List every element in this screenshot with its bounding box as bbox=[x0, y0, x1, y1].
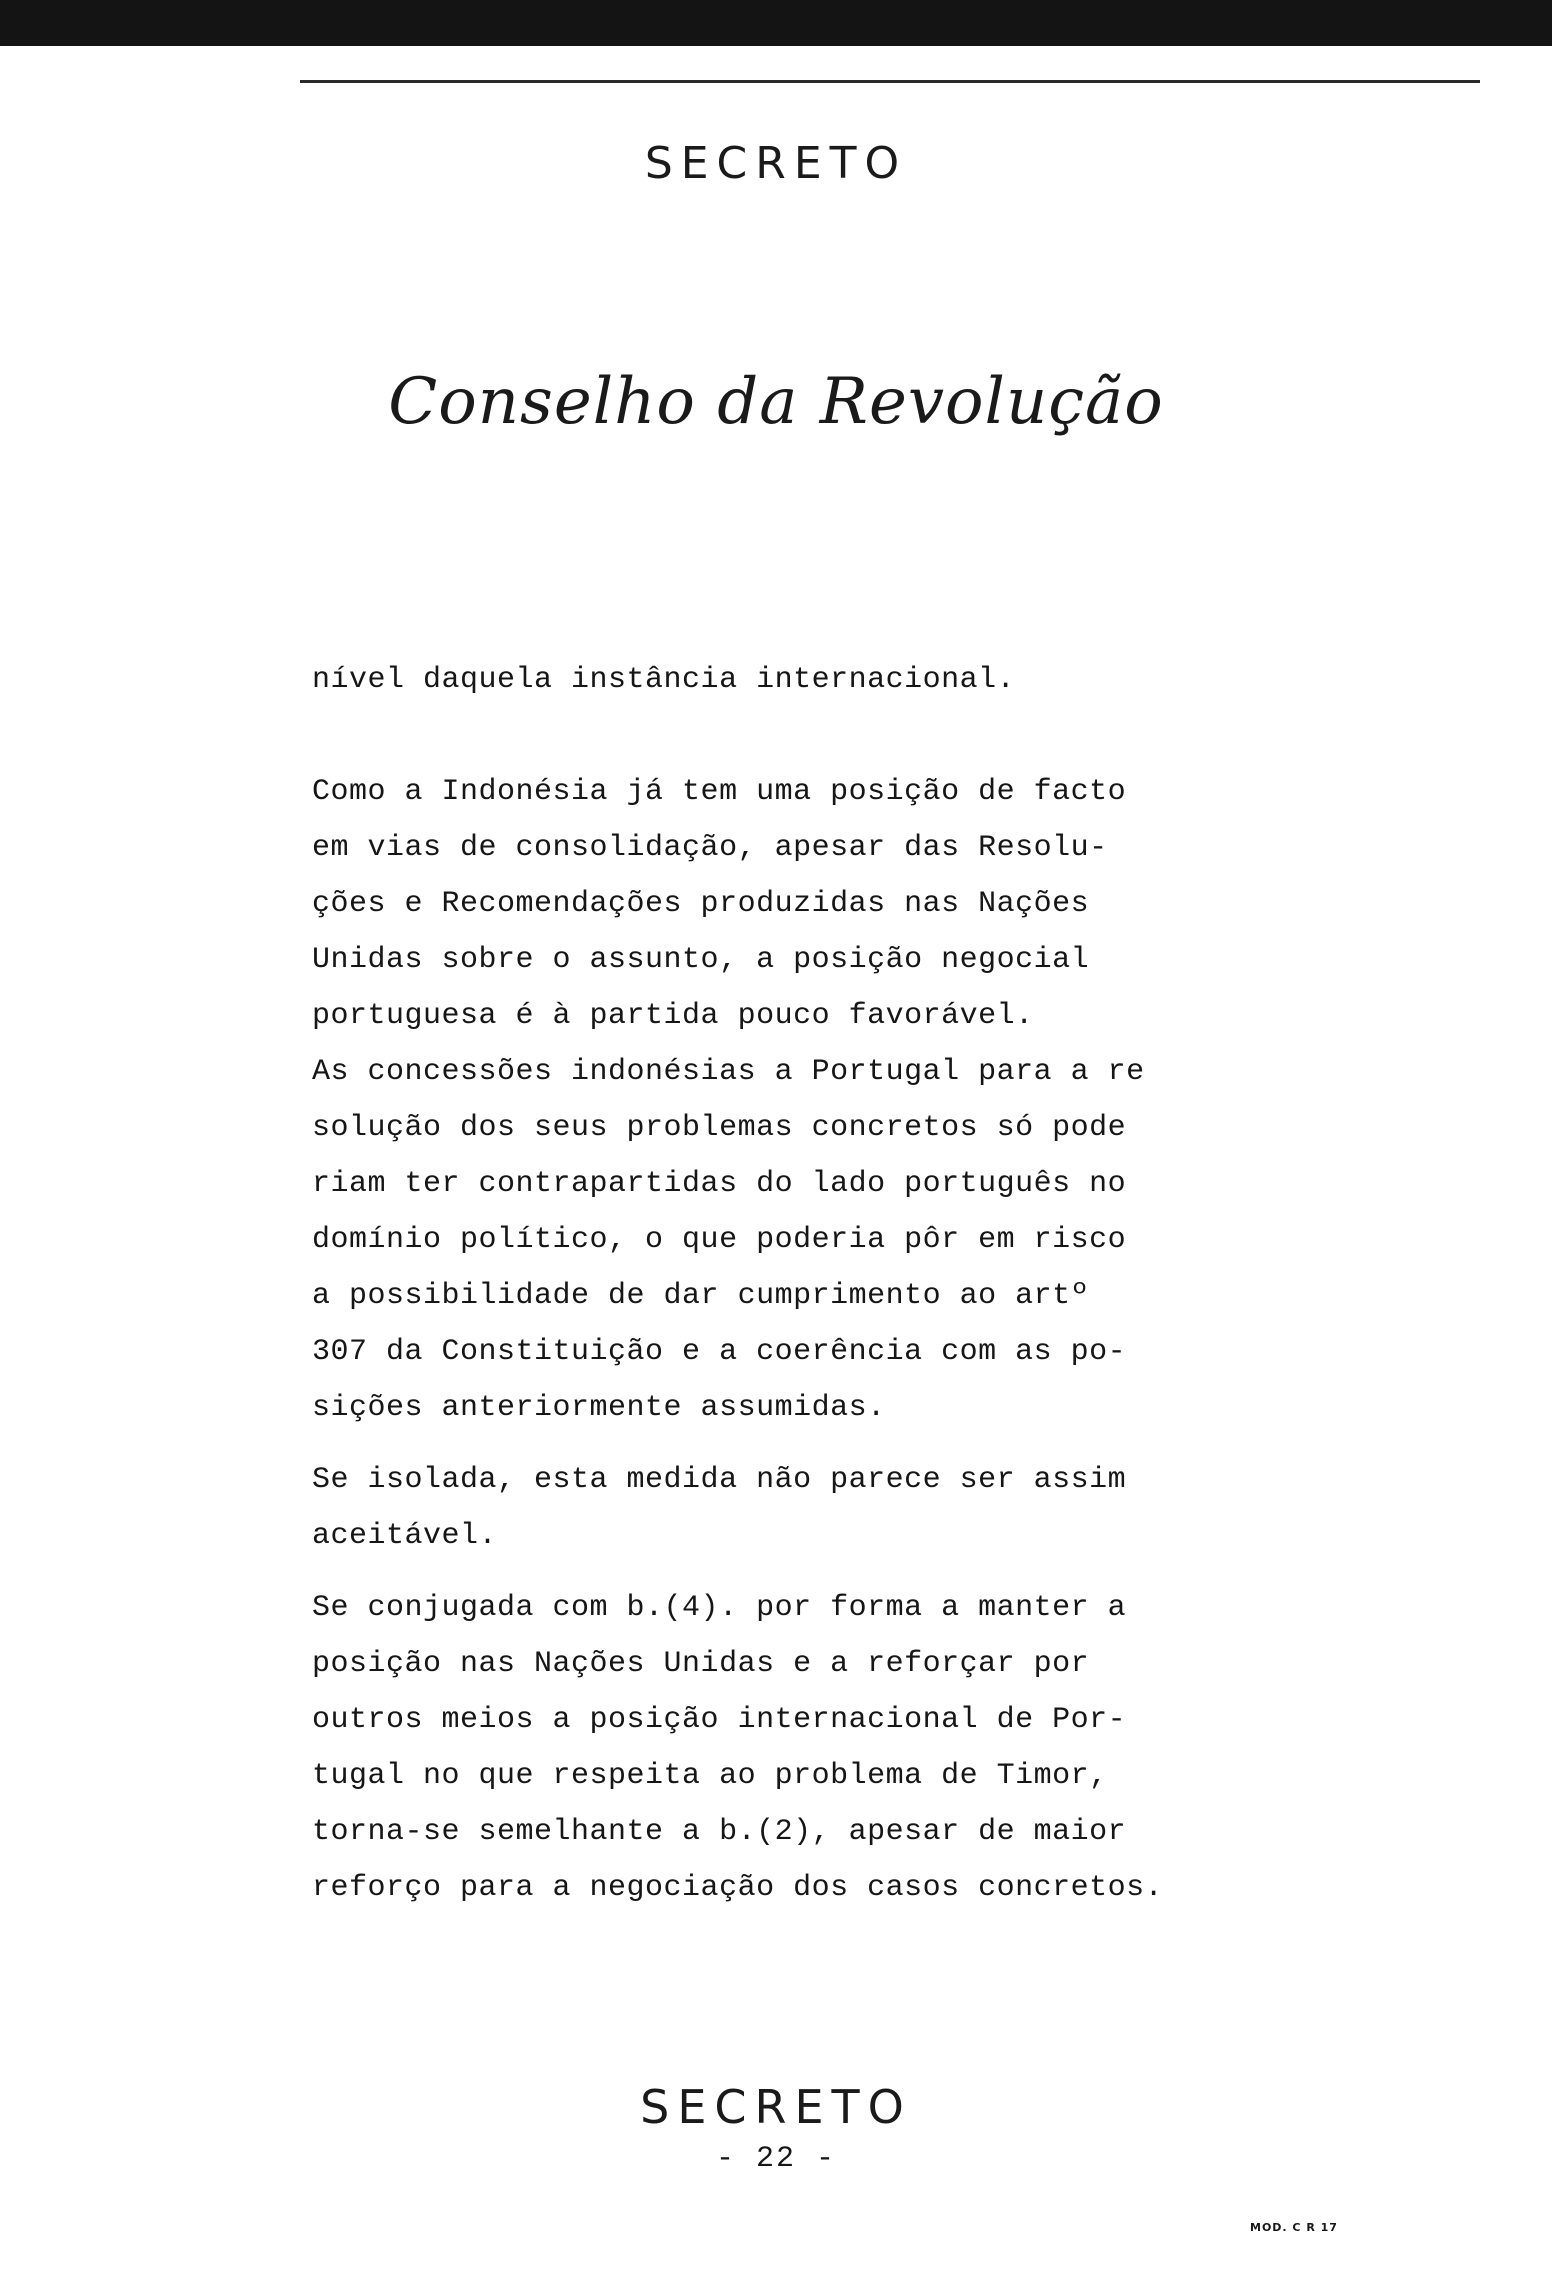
text-line: As concessões indonésias a Portugal para a re bbox=[312, 1055, 1145, 1089]
text-line: nível daquela instância internacional. bbox=[312, 663, 1016, 697]
text-line: Unidas sobre o assunto, a posição negocial bbox=[312, 943, 1090, 977]
classification-footer: SECRETO bbox=[640, 2080, 912, 2134]
document-body bbox=[312, 652, 1312, 1916]
text-line: a possibilidade de dar cumprimento ao artº bbox=[312, 1279, 1090, 1313]
text-line: em vias de consolidação, apesar das Resolu- bbox=[312, 831, 1108, 865]
text-line: ções e Recomendações produzidas nas Nações bbox=[312, 887, 1090, 921]
text-line: posição nas Nações Unidas e a reforçar por bbox=[312, 1647, 1090, 1681]
paragraph bbox=[312, 764, 1312, 1436]
paragraph bbox=[312, 652, 1312, 708]
text-line: reforço para a negociação dos casos concretos. bbox=[312, 1871, 1164, 1905]
scan-edge-shadow bbox=[0, 0, 1552, 46]
text-line: aceitável. bbox=[312, 1519, 498, 1553]
text-line: sições anteriormente assumidas. bbox=[312, 1391, 886, 1425]
paragraph bbox=[312, 1580, 1312, 1916]
letterhead: Conselho da Revolução bbox=[388, 365, 1164, 439]
text-line: 307 da Constituição e a coerência com as po- bbox=[312, 1335, 1127, 1369]
scan-edge-rule bbox=[300, 80, 1480, 83]
text-line: Se isolada, esta medida não parece ser assim bbox=[312, 1463, 1127, 1497]
form-code: MOD. C R 17 bbox=[1250, 2221, 1338, 2234]
text-line: Se conjugada com b.(4). por forma a manter a bbox=[312, 1591, 1127, 1625]
text-line: tugal no que respeita ao problema de Timor, bbox=[312, 1759, 1108, 1793]
text-line: riam ter contrapartidas do lado português no bbox=[312, 1167, 1127, 1201]
classification-header: SECRETO bbox=[644, 138, 908, 189]
text-line: portuguesa é à partida pouco favorável. bbox=[312, 999, 1034, 1033]
text-line: solução dos seus problemas concretos só pode bbox=[312, 1111, 1127, 1145]
text-line: domínio político, o que poderia pôr em risco bbox=[312, 1223, 1127, 1257]
text-line: torna-se semelhante a b.(2), apesar de maior bbox=[312, 1815, 1127, 1849]
paragraph bbox=[312, 1452, 1312, 1564]
text-line: Como a Indonésia já tem uma posição de facto bbox=[312, 775, 1127, 809]
page-number: - 22 - bbox=[715, 2142, 837, 2176]
text-line: outros meios a posição internacional de Por- bbox=[312, 1703, 1127, 1737]
